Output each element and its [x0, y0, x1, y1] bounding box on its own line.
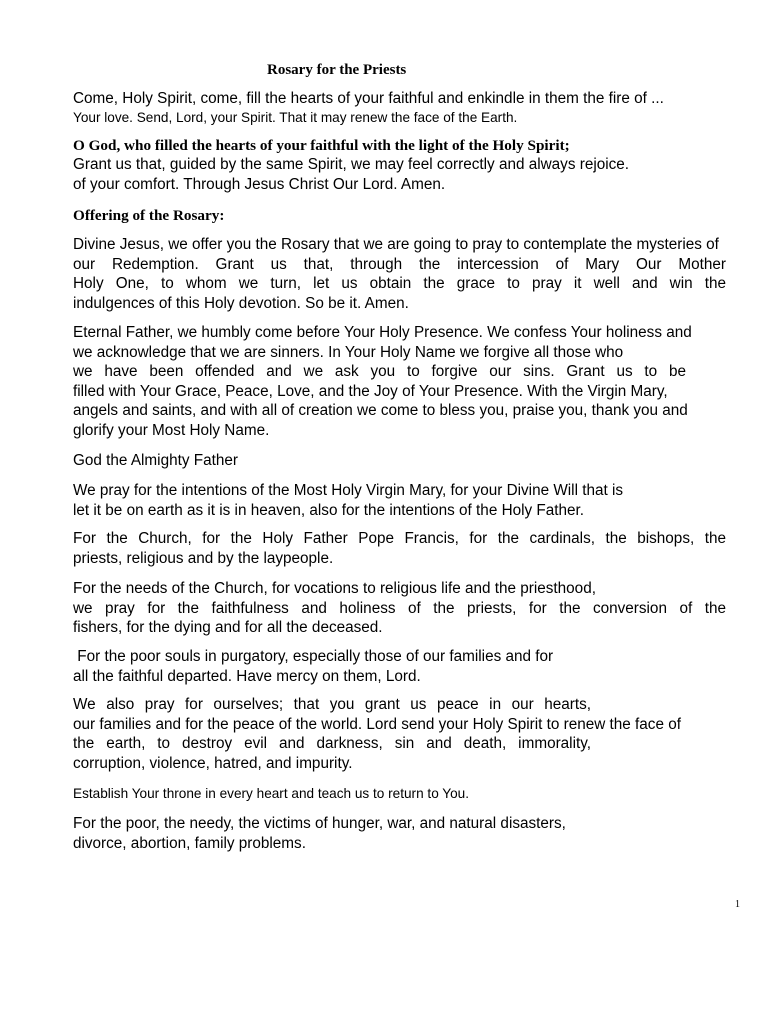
offering-heading-block — [73, 206, 745, 225]
offering-line: Divine Jesus, we offer you the Rosary that we are going to pray to contemplate the mysteries of — [73, 236, 719, 253]
eternal-father-line: Eternal Father, we humbly come before Your Holy Presence. We confess Your holiness and — [73, 324, 692, 341]
intentions-ourselves-line: our families and for the peace of the world. Lord send your Holy Spirit to renew the face of — [73, 715, 681, 733]
eternal-father-line: we have been offended and we ask you to forgive our sins. Grant us to be — [73, 363, 686, 381]
intentions-mary-line: let it be on earth as it is in heaven, also for the intentions of the Holy Father. — [73, 501, 585, 519]
intentions-souls — [73, 647, 745, 686]
eternal-father-line: we acknowledge that we are sinners. In Your Holy Name we forgive all those who — [73, 343, 624, 361]
intentions-poor-line: divorce, abortion, family problems. — [73, 834, 306, 852]
intentions-ourselves-line: the earth, to destroy evil and darkness, sin and death, immorality, — [73, 735, 591, 753]
eternal-father-line: glorify your Most Holy Name. — [73, 421, 270, 439]
intentions-needs-line: we pray for the faithfulness and holiness of the priests, for the conversion of the — [73, 599, 726, 617]
eternal-father-prayer — [73, 323, 745, 441]
intentions-souls-line: For the poor souls in purgatory, especially those of our families and for — [73, 648, 554, 665]
offering-prayer — [73, 235, 745, 313]
intentions-church — [73, 529, 745, 568]
eternal-father-line: angels and saints, and with all of creation we come to bless you, praise you, thank you and — [73, 402, 688, 420]
almighty-father — [73, 451, 745, 471]
intentions-mary — [73, 481, 745, 520]
page-title: Rosary for the Priests — [267, 62, 407, 78]
offering-line: our Redemption. Grant us that, through the intercession of Mary Our Mother — [73, 255, 726, 273]
offering-heading: Offering of the Rosary: — [73, 207, 225, 224]
collect-line: Grant us that, guided by the same Spirit, we may feel correctly and always rejoice. — [73, 156, 630, 173]
intentions-needs-line: fishers, for the dying and for all the deceased. — [73, 619, 383, 637]
throne-prayer — [73, 785, 745, 802]
intentions-poor — [73, 814, 745, 853]
offering-line: indulgences of this Holy devotion. So be it. Amen. — [73, 294, 409, 312]
opening-prayer-line: Come, Holy Spirit, come, fill the hearts of your faithful and enkindle in them the fire of ... — [73, 90, 664, 107]
intentions-needs-line: For the needs of the Church, for vocations to religious life and the priesthood, — [73, 580, 596, 597]
intentions-poor-line: For the poor, the needy, the victims of hunger, war, and natural disasters, — [73, 815, 566, 832]
intentions-church-line: For the Church, for the Holy Father Pope Francis, for the cardinals, the bishops, the — [73, 530, 726, 547]
eternal-father-line: filled with Your Grace, Peace, Love, and the Joy of Your Presence. With the Virgin Mary, — [73, 382, 668, 400]
almighty-father-line: God the Almighty Father — [73, 452, 238, 469]
collect-prayer — [73, 136, 745, 194]
throne-line: Establish Your throne in every heart and teach us to return to You. — [73, 786, 469, 801]
intentions-needs — [73, 579, 745, 638]
intentions-mary-line: We pray for the intentions of the Most Holy Virgin Mary, for your Divine Will that is — [73, 482, 624, 499]
intentions-ourselves-line: corruption, violence, hatred, and impurity. — [73, 754, 353, 772]
intentions-ourselves-line: We also pray for ourselves; that you grant us peace in our hearts, — [73, 696, 591, 713]
collect-heading: O God, who filled the hearts of your faithful with the light of the Holy Spirit; — [73, 137, 570, 154]
opening-prayer — [73, 89, 745, 126]
intentions-church-line: priests, religious and by the laypeople. — [73, 549, 334, 567]
offering-line: Holy One, to whom we turn, let us obtain the grace to pray it well and win the — [73, 275, 726, 293]
intentions-souls-line: all the faithful departed. Have mercy on them, Lord. — [73, 667, 421, 685]
opening-prayer-line: Your love. Send, Lord, your Spirit. That it may renew the face of the Earth. — [73, 109, 518, 125]
page-number: 1 — [735, 899, 740, 910]
intentions-ourselves — [73, 695, 745, 773]
collect-line: of your comfort. Through Jesus Christ Our Lord. Amen. — [73, 175, 446, 193]
